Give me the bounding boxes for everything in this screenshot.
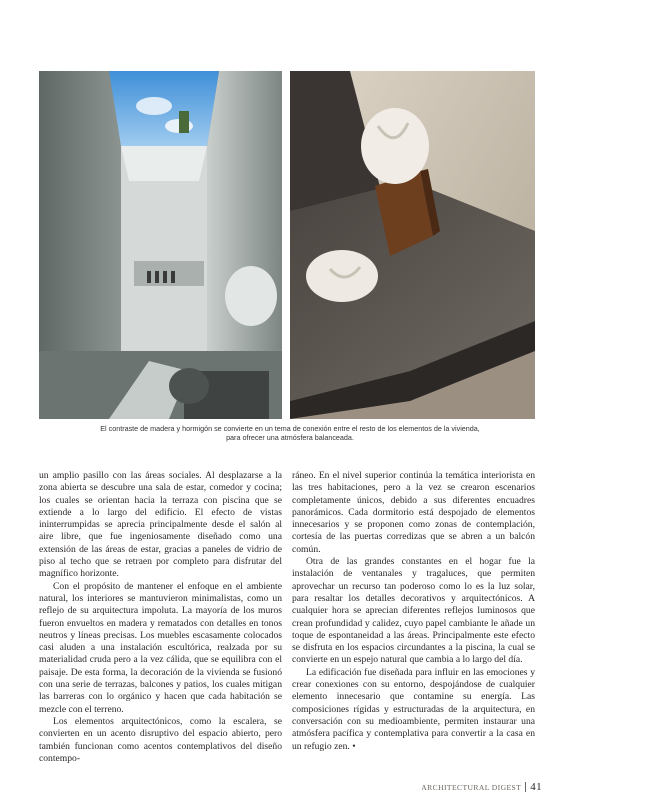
paragraph: La edificación fue diseñada para influir en las emociones y crear conexiones con su entorno, despojándose de cualquier elemento innecesario que contamine su energía. Las composiciones rígidas y estructuradas de la arquitectura, en conversación con su medioambiente, permiten instaurar una atmósfera pacífica y contemplativa para convertir a la casa en un refugio zen. • (292, 666, 535, 752)
paragraph: un amplio pasillo con las áreas sociales. Al desplazarse a la zona abierta se descubre una sala de estar, comedor y cocina; los cuales se orientan hacia la terraza con piscina que se extiende a lo largo del edificio. El efecto de vistas ininterrumpidas se aprecia principalmente desde el salón al aire libre, que fue ingeniosamente diseñado como una extensión de las áreas de estar, gracias a paneles de vidrio de piso al techo que se retraen por completo para disfrutar del magnífico horizonte. (39, 470, 282, 580)
page-footer (421, 781, 542, 793)
paragraph: Otra de las grandes constantes en el hogar fue la instalación de ventanales y tragaluces, que permiten aprovechar un recurso tan poderoso como lo es la luz solar, para resaltar los detalles decorativos y arquitectónicos. A cualquier hora se aprecian diferentes reflejos luminosos que crean profundidad y calidez, cuyo papel cambiante le añade un toque de espontaneidad a las áreas. Principalmente este efecto se disfruta en los espacios circundantes a la piscina, la cual se convierte en un espejo natural que cambia a lo largo del día. (292, 556, 535, 666)
page-number: 41 (530, 781, 542, 793)
paragraph: ráneo. En el nivel superior continúa la temática interiorista en las tres habitaciones, pero a la vez se crearon escenarios completamente únicos, debido a sus diferentes encuadres panorámicos. Cada dormitorio está despojado de elementos innecesarios y se proponen como zonas de contemplación, cortesía de las puertas corredizas que se abren a un balcón común. (292, 470, 535, 555)
bathroom-illustration (39, 71, 282, 419)
bathroom-skylight-photo (39, 71, 282, 419)
footer-divider (525, 782, 526, 792)
paragraph: Los elementos arquitectónicos, como la escalera, se convierten en un acento disruptivo del espacio abierto, pero también funcionan como acentos contemplativos del diseño contempo- (39, 715, 282, 764)
magazine-name: ARCHITECTURAL DIGEST (421, 782, 522, 792)
sculpture-illustration (290, 71, 535, 419)
photo-caption: El contraste de madera y hormigón se convierte en un tema de conexión entre el resto de los elementos de la vivienda, para ofrecer una atmósfera balanceada. (100, 424, 480, 442)
article-column-right (292, 470, 535, 753)
article-column-left (39, 470, 282, 765)
sculpture-stone-bench-photo (290, 71, 535, 419)
paragraph: Con el propósito de mantener el enfoque en el ambiente natural, los interiores se mantuvieron minimalistas, como un reflejo de su arquitectura impoluta. La mayoría de los muros fueron envueltos en madera y rematados con detalles en tonos neutros y líneas precisas. Los muebles escasamente colocados casi aluden a una instalación escultórica, realzada por su materialidad cruda pero a la vez cálida, que se equilibra con el paisaje. De esta forma, la decoración de la vivienda se fusionó con una serie de terrazas, balcones y patios, los cuales mitigan las barreras con lo orgánico y hacen que cada habitación se mezcle con el terreno. (39, 580, 282, 715)
